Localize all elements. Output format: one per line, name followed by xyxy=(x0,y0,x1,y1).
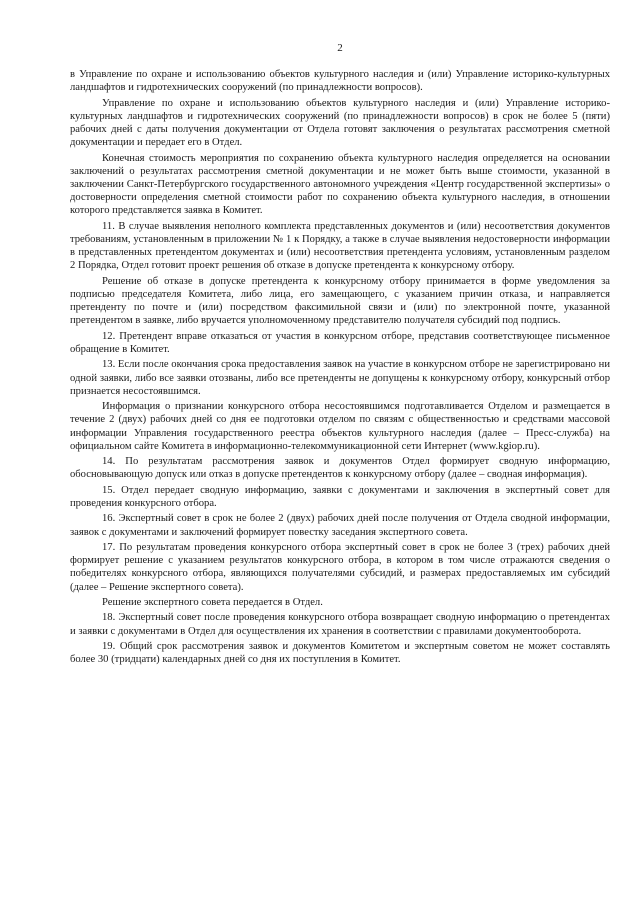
paragraph: 12. Претендент вправе отказаться от участия в конкурсном отборе, представив соответствующее письменное обращение в Комитет. xyxy=(70,330,610,355)
paragraph: Управление по охране и использованию объектов культурного наследия и (или) Управление историко-культурных ландшафтов и гидротехнических сооружений (по принадлежности вопросов) в срок не более 5 (пяти) рабочих дней с даты получения документации от Отдела готовят заключения о результатах рассмотрения сметной документации и передает его в Отдел. xyxy=(70,97,610,149)
paragraph: Решение экспертного совета передается в Отдел. xyxy=(102,596,323,608)
paragraph: в Управление по охране и использованию объектов культурного наследия и (или) Управление историко-культурных ландшафтов и гидротехнических сооружений (по принадлежности вопросов). xyxy=(70,69,610,94)
paragraph: 16. Экспертный совет в срок не более 2 (двух) рабочих дней после получения от Отдела сводной информации, заявок с документами и заключений формирует повестку заседания экспертного совета. xyxy=(70,513,610,538)
paragraph: Информация о признании конкурсного отбора несостоявшимся подготавливается Отделом и размещается в течение 2 (двух) рабочих дней со дня ее подготовки отделом по связям с общественностью и средствами массовой информации Управления государственного реестра объектов культурного наследия (далее – Пресс-служба) на официальном сайте Комитета в информационно-телекоммуникационной сети Интернет (www.kgiop.ru). xyxy=(70,401,610,452)
paragraph: 15. Отдел передает сводную информацию, заявки с документами и заключения в экспертный совет для проведения конкурсного отбора. xyxy=(70,484,610,509)
paragraph: 17. По результатам проведения конкурсного отбора экспертный совет в срок не более 3 (трех) рабочих дней формирует решение с указанием результатов конкурсного отбора, в котором в том числе отражаются сведения о победителях конкурсного отбора, являющихся получателями субсидий, и размерах предоставляемых им субсидий (далее – Решение экспертного совета). xyxy=(70,541,610,593)
paragraph: Конечная стоимость мероприятия по сохранению объекта культурного наследия определяется на основании заключений о результатах рассмотрения сметной документации и не может быть выше стоимости, указанной в заключении Санкт-Петербургского государственного автономного учреждения «Центр государственной экспертизы» о достоверности определения сметной стоимости работ по сохранению объекта культурного наследия, в отношении которого представляется заявка в Комитет. xyxy=(70,152,610,217)
paragraph: Решение об отказе в допуске претендента к конкурсному отбору принимается в форме уведомления за подписью председателя Комитета, либо лица, его замещающего, с указанием причин отказа, и направляется претенденту по почте и (или) посредством факсимильной связи и (или) по электронной почте, указанной претендентом в заявке, либо вручается уполномоченному представителю получателя субсидий под подпись. xyxy=(70,275,610,327)
paragraph: 18. Экспертный совет после проведения конкурсного отбора возвращает сводную информацию о претендентах и заявки с документами в Отдел для осуществления их хранения в соответствии с правилами документооборота. xyxy=(70,612,610,637)
paragraph: 13. Если после окончания срока предоставления заявок на участие в конкурсном отборе не зарегистрировано ни одной заявки, либо все заявки отозваны, либо все претенденты не допущены к конкурсному отбору, конкурсный отбор признается несостоявшимся. xyxy=(70,359,610,397)
paragraph: 19. Общий срок рассмотрения заявок и документов Комитетом и экспертным советом не может составлять более 30 (тридцати) календарных дней со дня их поступления в Комитет. xyxy=(70,640,610,666)
paragraph: 14. По результатам рассмотрения заявок и документов Отдел формирует сводную информацию, обосновывающую допуск или отказ в допуске претендентов к конкурсному отбору (далее – сводная информация). xyxy=(70,456,610,481)
page-number: 2 xyxy=(337,42,343,54)
document-body xyxy=(70,68,610,666)
paragraph: 11. В случае выявления неполного комплекта представленных документов и (или) несоответствия документов требованиям, установленным в приложении № 1 к Порядку, а также в случае выявления недостоверности информации в представленных претендентом документах и (или) несоответствия претендента условиям, установленным разделом 2 Порядка, Отдел готовит проект решения об отказе в допуске претендента к конкурсному отбору. xyxy=(70,220,610,272)
